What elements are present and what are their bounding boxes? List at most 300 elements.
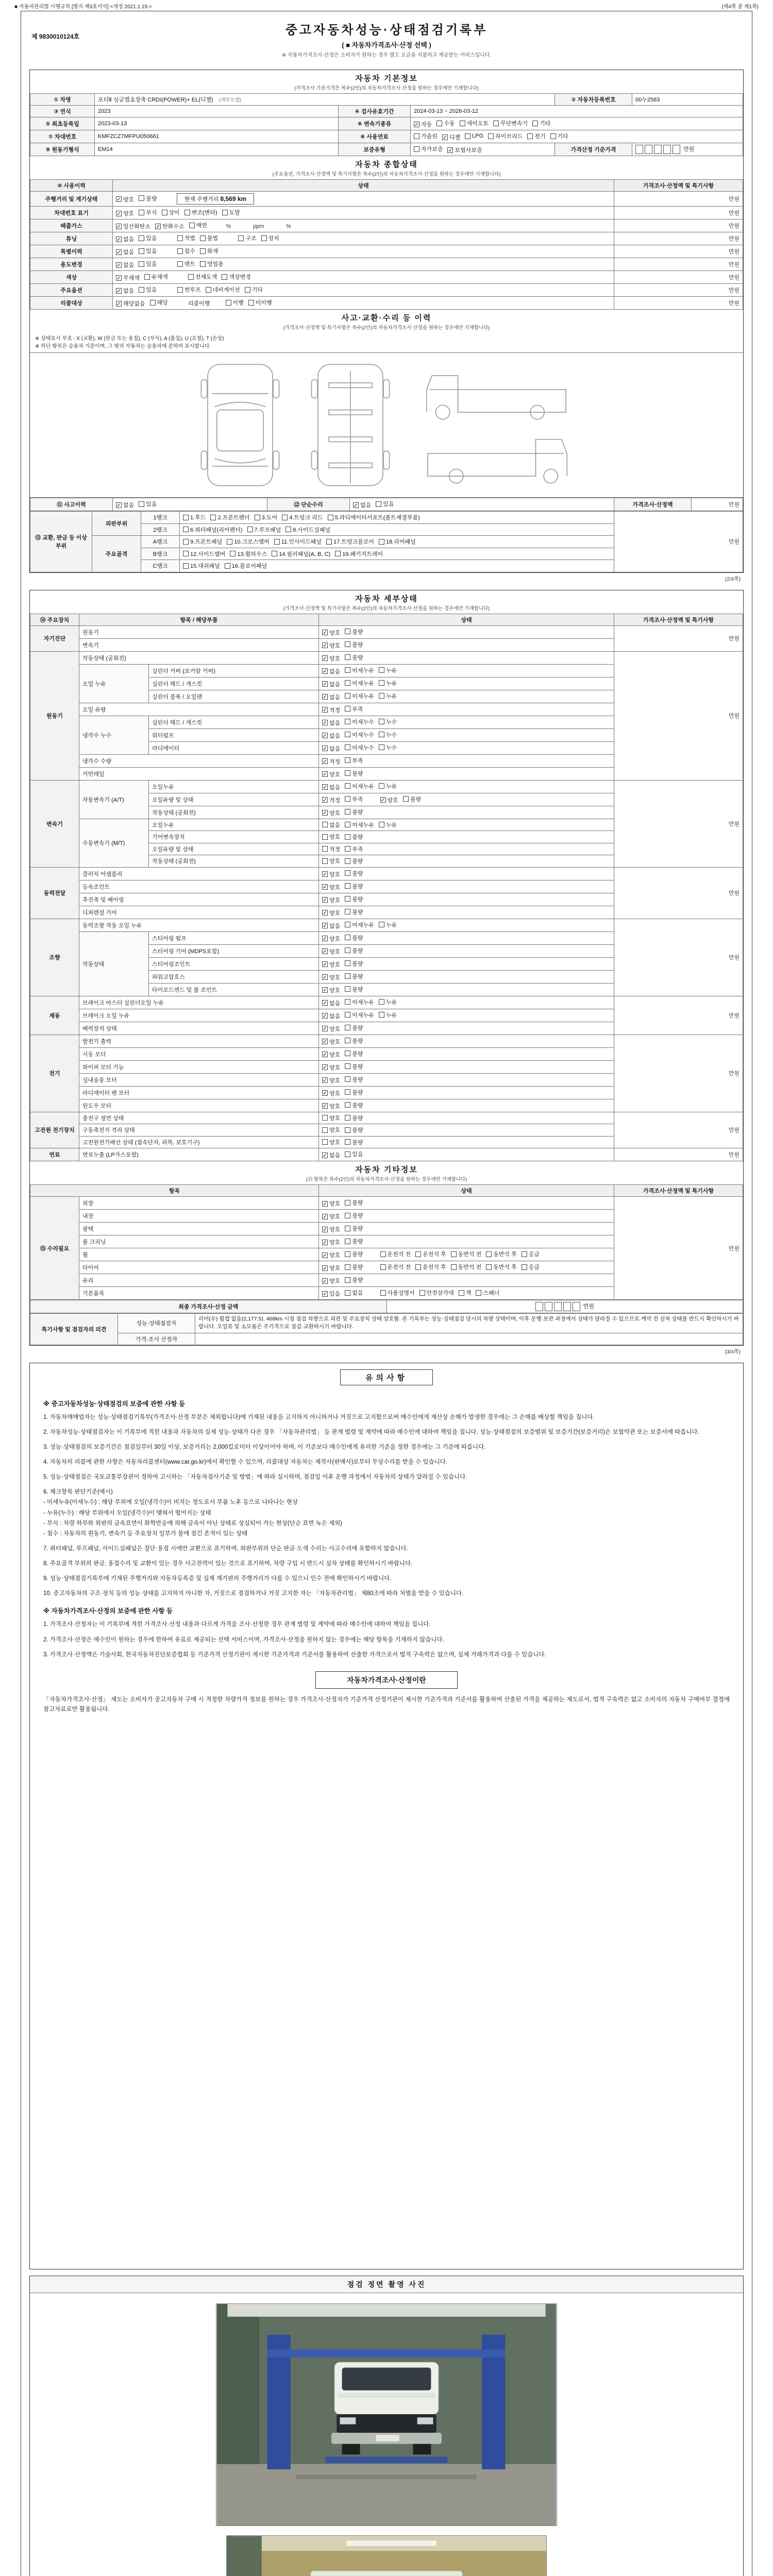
checkbox-item <box>322 706 340 714</box>
checkbox-label: 5.라디에이터서포트(볼트체결부품) <box>334 515 420 521</box>
checkbox-item <box>376 500 394 508</box>
checkbox-label: 미세누유 <box>352 693 374 700</box>
checkbox-item <box>345 782 374 790</box>
checkbox-icon <box>345 947 350 953</box>
status-checks <box>319 806 614 819</box>
checkbox-item <box>322 1089 340 1097</box>
checkbox-item <box>184 208 217 216</box>
checkbox-label: 무채색 <box>123 275 140 282</box>
checkbox-item <box>379 998 397 1006</box>
final-price-table <box>30 1300 743 1313</box>
device-group-label: 조향 <box>30 919 79 996</box>
photo-section <box>29 2276 744 2576</box>
checkbox-item <box>451 1263 482 1271</box>
etc-title: 자동차 기타정보 <box>355 1165 418 1175</box>
checkbox-item <box>139 500 157 508</box>
row-label: 색상 <box>30 271 113 284</box>
checkbox-item <box>345 895 363 903</box>
checkbox-label: 양호 <box>329 810 341 817</box>
checkbox-item <box>379 743 397 752</box>
checkbox-label: 영업용 <box>207 261 224 268</box>
item-label: 타이어 <box>79 1261 319 1274</box>
checkbox-icon <box>379 539 384 545</box>
checkbox-label: 없음 <box>329 681 341 688</box>
checkbox-label: 없음 <box>123 249 135 256</box>
table-header-row <box>30 614 743 625</box>
checkbox-icon <box>345 834 350 840</box>
checkbox-label: 세미오토 <box>466 121 489 127</box>
checkbox-icon <box>345 846 350 852</box>
checkbox-item <box>322 719 340 727</box>
checkbox-icon <box>225 563 230 569</box>
status-checks <box>319 819 614 831</box>
remarks-section-label: 특기사항 및 점검자의 의견 <box>30 1314 118 1345</box>
item-subgroup-label: 작동상태 <box>79 931 149 996</box>
checkbox-label: 기타 <box>251 287 263 294</box>
checkbox-icon <box>322 1115 328 1121</box>
status-checks <box>319 728 614 741</box>
checkbox-item <box>345 718 374 726</box>
checkbox-icon <box>345 1200 350 1206</box>
checkbox-label: 해당없음 <box>123 301 145 308</box>
checkbox-icon <box>210 515 216 520</box>
checkbox-item <box>261 234 279 242</box>
checkbox-icon <box>183 527 189 532</box>
checkbox-icon <box>177 235 183 241</box>
status-checks <box>116 224 212 230</box>
checkbox-label: 미세누유 <box>352 667 374 674</box>
checkbox-label: 불량 <box>352 834 363 841</box>
checkbox-icon <box>345 1127 350 1133</box>
table-row <box>30 192 743 207</box>
appraiser-label: 가격·조사 산정자 <box>118 1333 195 1345</box>
checkbox-item <box>345 1150 363 1158</box>
checkbox-icon: ✓ <box>323 720 327 726</box>
checkbox-item <box>322 1277 340 1285</box>
item-label: 작동상태 (공회전) <box>149 855 319 868</box>
price-label: 가격조사·산정액 <box>614 498 692 511</box>
checkbox-label: 15.대쉬패널 <box>190 563 220 570</box>
checkbox-icon <box>532 121 538 126</box>
notice-heading-2: ※ 자동차가격조사·산정의 보증에 관한 사항 등 <box>43 1607 173 1615</box>
checkbox-label: 썬루프 <box>184 287 201 294</box>
fuel-checks <box>410 130 743 143</box>
checkbox-label: 화재 <box>207 248 219 255</box>
status-checks <box>116 275 173 281</box>
checkbox-label: 양호 <box>329 1064 341 1071</box>
checkbox-icon: ✓ <box>323 897 327 904</box>
status-checks <box>116 236 162 243</box>
checkbox-item <box>245 285 263 294</box>
item-label: 외장 <box>79 1197 319 1210</box>
checkbox-item <box>322 845 340 853</box>
checkbox-label: 16.플로어패널 <box>231 563 267 570</box>
checkbox-label: 응급 <box>528 1251 540 1258</box>
checkbox-icon <box>345 1076 350 1082</box>
checkbox-label: 누수 <box>385 732 397 738</box>
checkbox-icon: ✓ <box>156 224 160 230</box>
checkbox-icon: ✓ <box>323 962 327 968</box>
checkbox-icon <box>345 1115 350 1121</box>
checkbox-icon: ✓ <box>323 746 327 752</box>
checkbox-item <box>322 1025 340 1033</box>
checkbox-item <box>415 1250 446 1258</box>
main-frame-label: 주요골격 <box>92 536 141 572</box>
col-status: 상태 <box>113 180 614 192</box>
checkbox-label: 스패너 <box>483 1290 500 1297</box>
car-underbody-diagram <box>304 360 397 490</box>
checkbox-item <box>345 946 363 955</box>
vehicle-name: 포터Ⅱ 싱글캡초장축 CRDI(POWER)+ EL(디젤) <box>98 97 213 103</box>
accident-title: 사고·교환·수리 등 이력 <box>341 314 432 323</box>
checkbox-item <box>379 537 416 546</box>
checkbox-item <box>210 513 249 521</box>
rankB-items <box>180 548 614 560</box>
item-label: 고전원전기배선 상태 (접속단자, 피복, 보호기구) <box>79 1136 319 1148</box>
item-label: 브레이크 마스터 실린더오일 누유 <box>79 996 319 1009</box>
status-checks <box>188 275 256 281</box>
checkbox-label: 없음 <box>329 694 341 701</box>
checkbox-label: 10.크로스멤버 <box>234 539 270 546</box>
checkbox-item <box>345 1101 363 1109</box>
appraiser-remarks-text <box>195 1333 743 1345</box>
checkbox-label: 사용설명서 <box>387 1290 415 1297</box>
checkbox-icon <box>345 680 350 686</box>
checkbox-icon: ✓ <box>323 1153 327 1159</box>
checkbox-item <box>345 808 363 816</box>
checkbox-label: 불량 <box>352 909 363 916</box>
checkbox-icon <box>282 515 288 520</box>
checkbox-icon: ✓ <box>443 134 447 141</box>
device-group-label: 동력전달 <box>30 867 79 919</box>
checkbox-icon <box>322 1139 328 1145</box>
checkbox-icon <box>226 300 231 306</box>
car-right-side-diagram <box>414 429 579 485</box>
basic-info-note: (가격조사 기준가격은 복수(2인)의 자동차가격조사·산정을 원하는 경우에만 기재합니다) <box>294 86 479 91</box>
checkbox-item <box>322 1225 340 1233</box>
checkbox-icon <box>162 210 167 215</box>
price-cell: 만원 <box>614 297 743 310</box>
status-checks <box>319 1261 614 1274</box>
checkbox-label: 적정 <box>329 797 341 804</box>
checkbox-icon <box>379 693 384 699</box>
checkbox-item <box>274 537 322 546</box>
status-checks <box>177 288 267 294</box>
notice-item: 10. 중고자동차의 구조·장치 등의 성능·상태를 고지하지 아니한 자, 거짓으로 점검하거나 거짓 고지한 자는 「자동차관리법」 제80조에 따라 처벌을 받을 수 있습니다. <box>43 1590 464 1597</box>
checkbox-label: 불량 <box>352 1089 363 1096</box>
notice-item: 6. 체크항목 판단기준(예시) - 미세누유(미세누수) : 해당 부위에 오일(냉각수)이 비치는 정도로서 부품 노후 등으로 나타나는 현상 - 누유(누수) : 해당 부위에서 오일(냉각수)이 맺혀서 떨어지는 상태 - 부식 : 차량 하부와 외판의 금속표면이 화학반응에 의해 금속이 아닌 상태로 상실되어 가는 현상(단순 표면 녹은 제외) - 침수 : 자동차의 원동기, 변속기 등 주요장치 일부가 물에 잠긴 흔적이 있는 상태 <box>43 1489 343 1537</box>
item-label: 클러치 어셈블리 <box>79 867 319 880</box>
checkbox-item <box>322 883 340 891</box>
device-group-label: 고전원 전기장치 <box>30 1112 79 1148</box>
checkbox-label: 운전석 후 <box>423 1251 446 1258</box>
item-label: 원동기 <box>79 625 319 638</box>
item-label: 파워고압호스 <box>149 970 319 983</box>
options-status <box>113 284 614 297</box>
notice-list-1 <box>43 1412 730 1599</box>
rank-label: 1랭크 <box>141 512 180 524</box>
checkbox-label: 양호 <box>329 655 341 662</box>
checkbox-item <box>322 896 340 904</box>
checkbox-label: 불량 <box>352 770 363 777</box>
table-row <box>30 651 743 664</box>
checkbox-item <box>183 526 243 534</box>
item-label: 오일 유량 <box>79 703 319 716</box>
photo-section-title: 점검 정면 촬영 사진 <box>30 2276 743 2293</box>
status-checks <box>319 970 614 983</box>
item-label: 시동 모터 <box>79 1047 319 1060</box>
status-checks <box>319 1124 614 1137</box>
checkbox-icon <box>451 1251 457 1257</box>
checkbox-icon: ✓ <box>116 502 121 509</box>
document-title: 중고자동차성능·상태점검기록부 <box>285 23 488 37</box>
emission-status <box>113 219 614 232</box>
notice-item: 2. 가격조사·산정은 매수인이 원하는 경우에 한하여 유료로 제공되는 선택 서비스이며, 가격조사·산정을 원하지 않는 경우에는 해당 항목을 기재하지 않습니다. <box>43 1636 444 1643</box>
status-checks <box>319 1248 614 1261</box>
checkbox-label: 양호 <box>329 936 341 942</box>
checkbox-icon <box>222 274 227 280</box>
checkbox-label: 미세누유 <box>352 783 374 790</box>
checkbox-item <box>345 821 374 829</box>
checkbox-item <box>189 221 207 229</box>
checkbox-item <box>322 857 340 865</box>
checkbox-label: 유채색 <box>151 274 168 281</box>
checkbox-item <box>322 1063 340 1072</box>
status-checks <box>177 236 223 243</box>
checkbox-label: 운전석 후 <box>423 1264 446 1271</box>
status-checks <box>319 1009 614 1022</box>
checkbox-label: 미세누유 <box>352 1012 374 1019</box>
table-row <box>30 94 743 106</box>
checkbox-item <box>436 119 455 127</box>
checkbox-label: 양호 <box>329 948 341 955</box>
checkbox-icon <box>206 287 211 293</box>
inspector-remarks-text: 리어(우) 휠캡 없음(2,177.5). 468km 시점 점검 차량으로 외관 및 주요장치 상태 양호함. 본 기록부는 성능·상태점검 당시의 차량 상태이며, 이후 운행·보관 과정에서 상태가 달라질 수 있으므로 계약 전 실차 상태를 반드시 확인하시기 바랍니다. 오일류 및 소모품은 주기적으로 점검·교환하시기 바랍니다. <box>195 1314 743 1333</box>
checkbox-item <box>222 273 251 281</box>
checkbox-item <box>155 222 184 230</box>
checkbox-item <box>459 1289 472 1297</box>
checkbox-item <box>162 208 180 216</box>
status-checks <box>319 677 614 690</box>
checkbox-icon: ✓ <box>323 872 327 878</box>
notice-body <box>30 1388 743 1718</box>
item-label: 등속조인트 <box>79 880 319 893</box>
checkbox-item <box>550 132 568 140</box>
accident-legend <box>30 333 743 353</box>
checkbox-icon: ✓ <box>323 1065 327 1071</box>
accident-history-label: ⑪ 사고이력 <box>30 498 113 511</box>
checkbox-item <box>322 947 340 956</box>
row-label: 특별이력 <box>30 245 113 258</box>
checkbox-icon <box>184 210 190 215</box>
checkbox-item <box>116 235 134 243</box>
checkbox-icon <box>345 1139 350 1145</box>
checkbox-label: 안전삼각대 <box>426 1290 454 1297</box>
checkbox-item <box>139 208 157 216</box>
checkbox-label: 전기 <box>534 133 546 140</box>
checkbox-item <box>183 550 225 558</box>
checkbox-label: 적정 <box>329 846 341 853</box>
form-reference: ■ 자동차관리법 시행규칙 [별지 제3호서식] <개정 2021.1.19.> <box>14 4 152 10</box>
checkbox-icon <box>183 515 189 520</box>
checkbox-icon <box>345 909 350 914</box>
checkbox-label: 불량 <box>352 1115 363 1122</box>
checkbox-item <box>379 666 397 674</box>
checkbox-item <box>322 809 340 817</box>
status-checks <box>319 793 614 806</box>
checkbox-icon <box>465 133 470 139</box>
checkbox-icon <box>379 732 384 737</box>
digit-box <box>645 145 652 154</box>
status-checks <box>319 880 614 893</box>
checkbox-icon <box>459 1290 464 1296</box>
checkbox-label: 양호 <box>329 987 341 994</box>
checkbox-icon <box>345 1025 350 1030</box>
side-view-diagrams <box>414 365 579 485</box>
device-group-label: 원동기 <box>30 651 79 780</box>
notice-item: 3. 성능·상태점검의 보증기간은 점검일부터 30일 이상, 보증거리는 2,000킬로미터 이상이어야 하며, 이 기준보다 매수인에게 유리한 기준을 정한 경우에는 그 기준에 따릅니다. <box>43 1444 486 1450</box>
item-subgroup-label: 냉각수 누수 <box>79 716 149 754</box>
digit-box <box>663 145 671 154</box>
checkbox-icon <box>139 261 144 267</box>
checkbox-label: 디젤 <box>449 134 461 141</box>
checkbox-icon <box>345 693 350 699</box>
checkbox-icon <box>345 757 350 763</box>
usage-change-status <box>113 258 614 271</box>
notice-item: 4. 자동차의 리콜에 관한 사항은 자동차리콜센터(www.car.go.kr)에서 확인할 수 있으며, 리콜대상 자동차는 제작사(판매사)로부터 무상수리를 받을 수 있습니다. <box>43 1459 448 1465</box>
checkbox-icon <box>460 121 465 126</box>
basic-info-title: 자동차 기본정보 <box>355 74 418 83</box>
checkbox-label: 양호 <box>329 771 341 778</box>
item-label: 추진축 및 베어링 <box>79 893 319 906</box>
checkbox-label: 3.도어 <box>261 515 278 521</box>
checkbox-label: 보험사보증 <box>455 147 482 154</box>
field-label: ⑤ 최초등록일 <box>30 117 95 130</box>
checkbox-item <box>419 1289 454 1297</box>
checkbox-label: 불량 <box>352 1251 363 1258</box>
checkbox-label: 양호 <box>329 974 341 981</box>
status-checks <box>319 690 614 703</box>
checkbox-item <box>345 959 363 968</box>
checkbox-icon <box>285 527 291 532</box>
checkbox-icon <box>345 973 350 979</box>
checkbox-item <box>322 629 340 637</box>
checkbox-item <box>345 1037 363 1045</box>
emission-units: % ppm % <box>213 223 291 230</box>
checkbox-item <box>322 1076 340 1084</box>
checkbox-label: 9.프론트패널 <box>190 539 223 546</box>
checkbox-icon <box>139 248 144 254</box>
checkbox-item <box>177 247 195 255</box>
checkbox-item <box>345 795 363 803</box>
checkbox-item <box>345 731 374 739</box>
checkbox-item <box>322 986 340 994</box>
checkbox-icon: ✓ <box>323 1252 327 1259</box>
col-use-history: ⑩ 사용이력 <box>30 180 113 192</box>
checkbox-label: 일산화탄소 <box>123 224 151 230</box>
digit-box <box>535 1302 543 1311</box>
price-cell: 만원 <box>614 1112 743 1148</box>
checkbox-label: 변조(변타) <box>191 210 217 216</box>
device-group-label: 변속기 <box>30 780 79 867</box>
checkbox-label: 양호 <box>329 1115 341 1122</box>
item-label: 윈도우 모터 <box>79 1099 319 1112</box>
section-block-2 <box>29 590 744 1346</box>
checkbox-label: 불량 <box>352 986 363 993</box>
accident-history-table <box>30 498 743 511</box>
price-cell: 만원 <box>614 207 743 219</box>
checkbox-icon <box>345 783 350 789</box>
checkbox-label: 양호 <box>329 1052 341 1058</box>
checkbox-label: 동반석 후 <box>493 1264 517 1271</box>
checkbox-label: 양호 <box>123 196 135 203</box>
checkbox-icon <box>379 999 384 1005</box>
checkbox-icon <box>550 133 556 139</box>
status-checks <box>319 919 614 931</box>
checkbox-icon: ✓ <box>116 236 121 243</box>
checkbox-label: 불량 <box>352 1127 363 1134</box>
notice-item: 2. 자동차성능·상태점검자는 이 기록부에 적힌 내용과 자동차의 실제 성능·상태가 다른 경우 「자동차관리법」 등 관계 법령 및 계약에 따라 매수인에 대하여 책임을 집니다. 성능·상태점검의 보증범위 및 보증기간(보증거리)은 보험약관 또는 보증서에 따릅니다. <box>43 1429 699 1435</box>
checkbox-item <box>139 285 157 294</box>
field-label: ⑧ 사용연료 <box>338 130 410 143</box>
checkbox-icon <box>345 999 350 1005</box>
checkbox-item <box>116 222 150 230</box>
checkbox-label: 누수 <box>385 719 397 725</box>
checkbox-icon <box>345 629 350 634</box>
checkbox-icon: ✓ <box>323 669 327 675</box>
checkbox-icon <box>189 223 195 228</box>
item-label: 변속기 <box>79 638 319 651</box>
outer-panel-label: 외판부위 <box>92 512 141 536</box>
checkbox-item <box>326 537 374 546</box>
status-checks <box>319 1086 614 1099</box>
checkbox-icon <box>200 261 206 267</box>
checkbox-label: 양호 <box>329 1227 341 1233</box>
checkbox-item <box>380 1250 411 1258</box>
notice-title: 유의사항 <box>340 1369 433 1385</box>
checkbox-item <box>403 795 421 803</box>
status-checks <box>319 1035 614 1047</box>
checkbox-item <box>345 921 374 929</box>
status-checks <box>177 262 228 268</box>
status-checks <box>319 855 614 868</box>
price-cell: 만원 <box>614 1035 743 1112</box>
price-cell: 만원 <box>614 232 743 245</box>
item-label: 실내송풍 모터 <box>79 1073 319 1086</box>
checkbox-label: 14.필러패널(A, B, C) <box>279 551 331 557</box>
checkbox-label: 양호 <box>329 1265 341 1272</box>
checkbox-icon <box>527 133 533 139</box>
checkbox-item <box>345 1211 363 1219</box>
checkbox-icon <box>379 680 384 686</box>
checkbox-label: 양호 <box>329 1278 341 1285</box>
checkbox-label: 없음 <box>329 784 341 791</box>
checkbox-label: 18.리어패널 <box>386 539 416 546</box>
checkbox-icon <box>139 210 144 215</box>
checkbox-item <box>451 1250 482 1258</box>
device-group-label: 제동 <box>30 996 79 1035</box>
checkbox-label: 불량 <box>352 1050 363 1057</box>
checkbox-item <box>415 1263 446 1271</box>
checkbox-item <box>345 1011 374 1019</box>
status-checks <box>319 1210 614 1223</box>
checkbox-icon: ✓ <box>354 502 358 509</box>
detail-title: 자동차 세부상태 <box>355 594 418 603</box>
checkbox-label: 2.프론트펜더 <box>217 515 250 521</box>
notice-item: 3. 가격조사·산정액은 기술사회, 한국자동차진단보증협회 등 기준가격 산정기관이 제시한 기준가격과 기준서를 활용하여 산출한 가격으로서 법적 구속력은 없으며, 실제 거래가격과 다를 수 있습니다. <box>43 1651 546 1658</box>
pricing-definition-text: 「자동차가격조사·산정」 제도는 소비자가 중고자동차 구매 시 적정한 차량가격 정보를 원하는 경우 가격조사·산정자가 기준가격 산정기관이 제시한 기준가격과 기준서를 활용하여 산출된 가격을 제공하는 제도로서, 법적 구속력은 없고 소비자의 자동차 구매여부 결정에 참고자료로만 활용됩니다. <box>43 1696 730 1713</box>
checkbox-item <box>272 550 330 558</box>
